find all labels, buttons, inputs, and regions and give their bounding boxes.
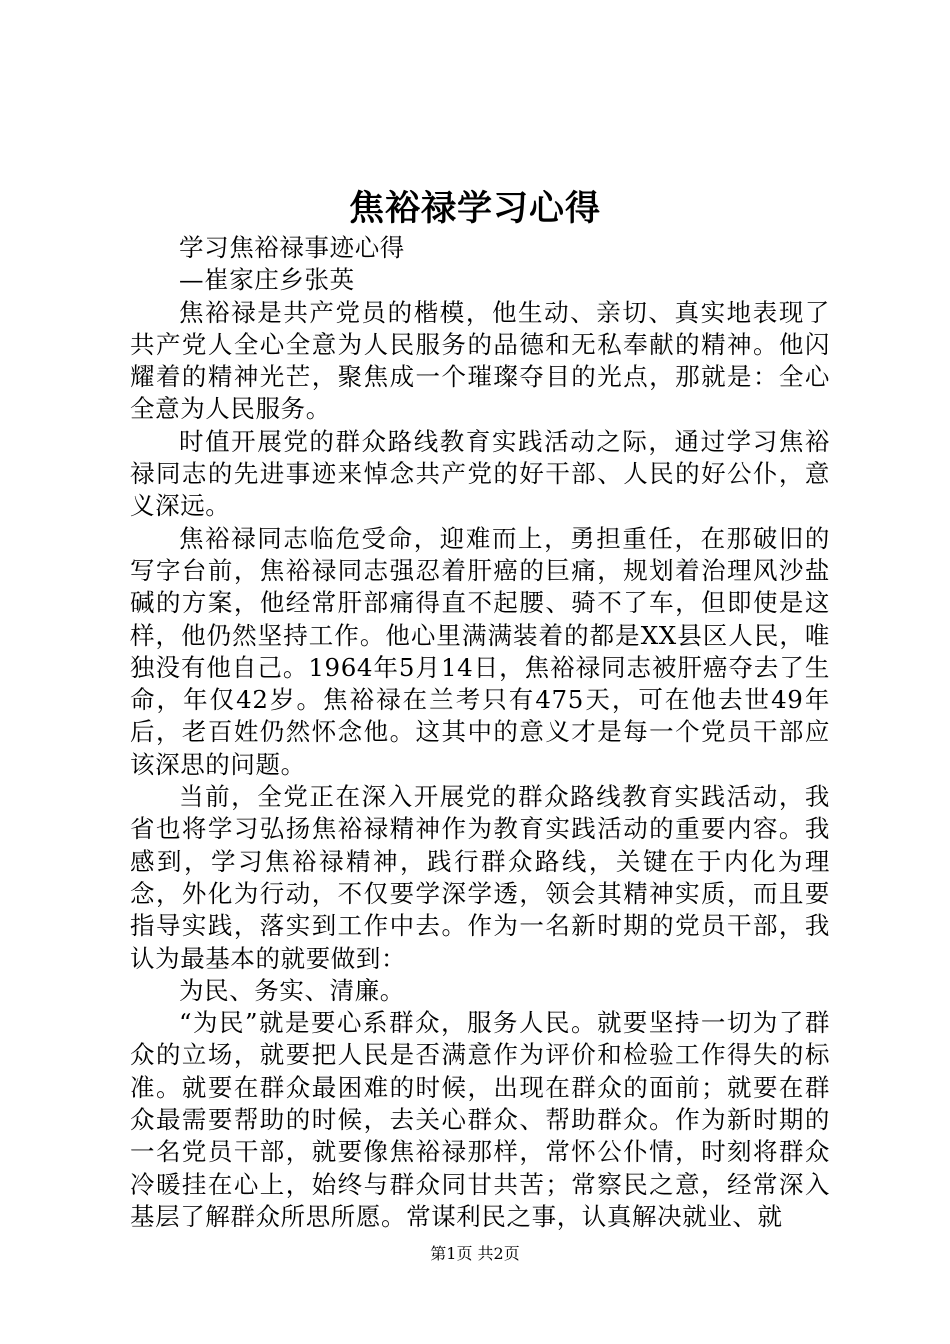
body-paragraph: 时值开展党的群众路线教育实践活动之际，通过学习焦裕禄同志的先进事迹来悼念共产党的好干部、人民的好公仆，意义深远。: [130, 426, 830, 521]
page-number-footer: 第1页 共2页: [430, 1244, 520, 1263]
document-title: 焦裕禄学习心得: [348, 188, 601, 229]
body-paragraph: 焦裕禄同志临危受命，迎难而上，勇担重任，在那破旧的写字台前，焦裕禄同志强忍着肝癌的巨痛，规划着治理风沙盐碱的方案，他经常肝部痛得直不起腰、骑不了车，但即使是这样，他仍然坚持工作。他心里满满装着的都是XX县区人民，唯独没有他自己。1964年5月14日，焦裕禄同志被肝癌夺去了生命，年仅42岁。焦裕禄在兰考只有475天，可在他去世49年后，老百姓仍然怀念他。这其中的意义才是每一个党员干部应该深思的问题。: [130, 523, 830, 779]
author-line: —崔家庄乡张英: [179, 265, 355, 295]
subtitle-line: 学习焦裕禄事迹心得: [179, 233, 405, 262]
document-body: [130, 232, 830, 1233]
body-paragraph: “为民”就是要心系群众，服务人民。就要坚持一切为了群众的立场，就要把人民是否满意作为评价和检验工作得失的标准。就要在群众最困难的时候，出现在群众的面前；就要在群众最需要帮助的时候，去关心群众、帮助群众。作为新时期的一名党员干部，就要像焦裕禄那样，常怀公仆情，时刻将群众冷暖挂在心上，始终与群众同甘共苦；常察民之意，经常深入基层了解群众所思所愿。常谋利民之事，认真解决就业、就: [130, 1008, 830, 1231]
body-paragraph: 焦裕禄是共产党员的楷模，他生动、亲切、真实地表现了共产党人全心全意为人民服务的品德和无私奉献的精神。他闪耀着的精神光芒，聚焦成一个璀璨夺目的光点，那就是：全心全意为人民服务。: [130, 297, 830, 424]
body-paragraph: 当前，全党正在深入开展党的群众路线教育实践活动，我省也将学习弘扬焦裕禄精神作为教育实践活动的重要内容。我感到，学习焦裕禄精神，践行群众路线，关键在于内化为理念，外化为行动，不仅要学深学透，领会其精神实质，而且要指导实践，落实到工作中去。作为一名新时期的党员干部，我认为最基本的就要做到：: [130, 782, 830, 973]
body-paragraph: 为民、务实、清廉。: [179, 975, 405, 1005]
